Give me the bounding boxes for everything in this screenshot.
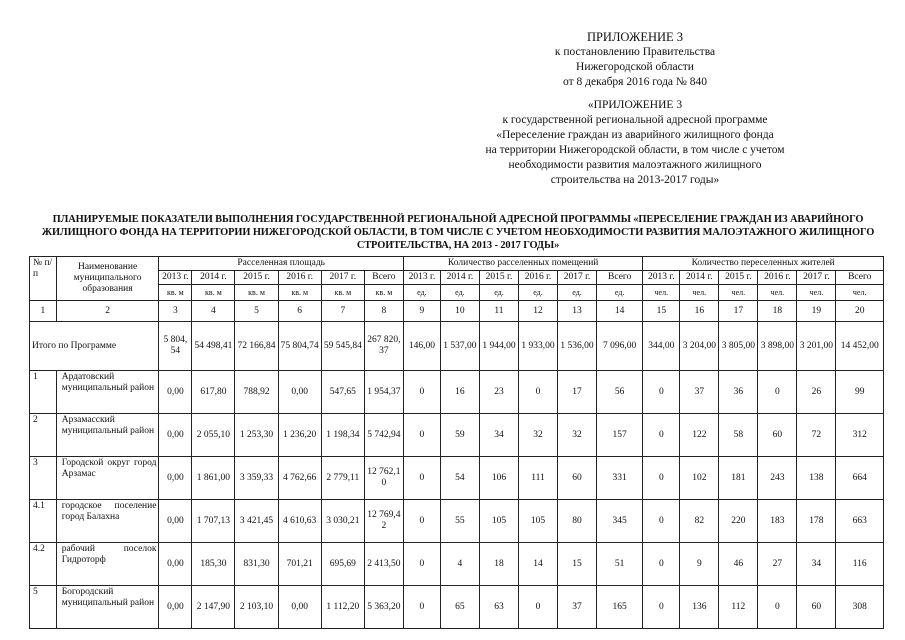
row-index: 5	[30, 586, 57, 629]
table-cell: 220	[719, 500, 758, 543]
column-number: 2	[56, 301, 159, 322]
table-cell: 0,00	[159, 586, 192, 629]
table-cell: 2 055,10	[192, 414, 235, 457]
column-number: 11	[479, 301, 518, 322]
table-cell: 3 030,21	[321, 500, 364, 543]
year-header: 2017 г.	[321, 271, 364, 285]
appendix-quote-line: «ПРИЛОЖЕНИЕ 3	[587, 99, 683, 111]
unit-cell: ед.	[479, 285, 518, 301]
table-cell: 111	[518, 457, 557, 500]
table-cell: 122	[680, 414, 719, 457]
table-cell: 0,00	[159, 500, 192, 543]
column-number: 16	[680, 301, 719, 322]
table-cell: 2 413,50	[364, 543, 403, 586]
year-header: Всего	[597, 271, 643, 285]
table-cell: 547,65	[321, 371, 364, 414]
unit-cell: ед.	[403, 285, 440, 301]
table-cell: 0,00	[278, 371, 321, 414]
appendix-quote-line: на территории Нижегородской области, в том числе с учетом	[485, 144, 785, 156]
total-cell: 146,00	[403, 322, 440, 371]
table-cell: 331	[597, 457, 643, 500]
appendix-quote-line: необходимости развития малоэтажного жилищного	[508, 159, 762, 171]
table-cell: 0	[403, 414, 440, 457]
table-cell: 17	[558, 371, 597, 414]
column-number: 4	[192, 301, 235, 322]
total-row	[30, 322, 884, 371]
table-cell: 37	[680, 371, 719, 414]
unit-cell: ед.	[597, 285, 643, 301]
table-cell: 0	[643, 543, 680, 586]
unit-cell: чел.	[680, 285, 719, 301]
col-num-header: № п/п	[30, 257, 57, 301]
table-cell: 3 359,33	[235, 457, 278, 500]
table-row	[30, 500, 884, 543]
table-cell: 1 253,30	[235, 414, 278, 457]
year-header: 2013 г.	[403, 271, 440, 285]
table-cell: 15	[558, 543, 597, 586]
row-index: 3	[30, 457, 57, 500]
table-cell: 99	[836, 371, 884, 414]
table-cell: 185,30	[192, 543, 235, 586]
table-cell: 0	[403, 371, 440, 414]
table-cell: 183	[758, 500, 797, 543]
document-title: ПЛАНИРУЕМЫЕ ПОКАЗАТЕЛИ ВЫПОЛНЕНИЯ ГОСУДАРСТВЕННОЙ РЕГИОНАЛЬНОЙ АДРЕСНОЙ ПРОГРАММЫ «ПЕРЕСЕЛЕНИЕ ГРАЖДАН ИЗ АВАРИЙНОГО ЖИЛИЩНОГО ФОНДА НА ТЕРРИТОРИИ НИЖЕГОРОДСКОЙ ОБЛАСТИ, В ТОМ ЧИСЛЕ С УЧЕТОМ НЕОБХОДИМОСТИ РАЗВИТИЯ МАЛОЭТАЖНОГО ЖИЛИЩНОГО СТРОИТЕЛЬСТВА, НА 2013 - 2017 ГОДЫ»	[41, 214, 875, 251]
table-cell: 32	[518, 414, 557, 457]
total-cell: 344,00	[643, 322, 680, 371]
appendix-line: Нижегородской области	[576, 61, 694, 73]
table-cell: 23	[479, 371, 518, 414]
total-cell: 3 201,00	[797, 322, 836, 371]
table-cell: 165	[597, 586, 643, 629]
table-cell: 617,80	[192, 371, 235, 414]
unit-cell: чел.	[758, 285, 797, 301]
table-cell: 18	[479, 543, 518, 586]
table-cell: 695,69	[321, 543, 364, 586]
table-cell: 72	[797, 414, 836, 457]
unit-cell: чел.	[797, 285, 836, 301]
year-header: Всего	[364, 271, 403, 285]
table-row	[30, 414, 884, 457]
table-cell: 32	[558, 414, 597, 457]
table-cell: 112	[719, 586, 758, 629]
table-cell: 0	[758, 586, 797, 629]
column-number: 9	[403, 301, 440, 322]
table-cell: 136	[680, 586, 719, 629]
column-number-row	[30, 301, 884, 322]
total-cell: 5 804,54	[159, 322, 192, 371]
year-header: 2017 г.	[558, 271, 597, 285]
year-header: 2014 г.	[440, 271, 479, 285]
column-number: 13	[558, 301, 597, 322]
unit-cell: ед.	[518, 285, 557, 301]
appendix-quote-line: к государственной региональной адресной программе	[502, 114, 768, 126]
year-header: 2016 г.	[758, 271, 797, 285]
year-header: 2015 г.	[719, 271, 758, 285]
municipality-name: Ардатовский муниципальный район	[56, 371, 159, 414]
table-cell: 34	[797, 543, 836, 586]
municipality-name: Богородский муниципальный район	[56, 586, 159, 629]
unit-cell: кв. м	[364, 285, 403, 301]
appendix-line: ПРИЛОЖЕНИЕ 3	[586, 30, 684, 44]
table-cell: 0	[643, 500, 680, 543]
column-number: 7	[321, 301, 364, 322]
table-cell: 664	[836, 457, 884, 500]
table-row	[30, 543, 884, 586]
appendix-quote-line: «Переселение граждан из аварийного жилищного фонда	[496, 129, 774, 141]
table-cell: 0	[643, 371, 680, 414]
table-cell: 0	[403, 586, 440, 629]
column-number: 5	[235, 301, 278, 322]
table-cell: 5 363,20	[364, 586, 403, 629]
table-cell: 0	[403, 543, 440, 586]
column-number: 1	[30, 301, 57, 322]
table-cell: 51	[597, 543, 643, 586]
table-cell: 2 147,90	[192, 586, 235, 629]
table-cell: 5 742,94	[364, 414, 403, 457]
total-cell: 267 820,37	[364, 322, 403, 371]
table-row	[30, 457, 884, 500]
table-cell: 178	[797, 500, 836, 543]
table-cell: 831,30	[235, 543, 278, 586]
total-cell: 75 804,74	[278, 322, 321, 371]
row-index: 1	[30, 371, 57, 414]
table-cell: 345	[597, 500, 643, 543]
total-cell: 3 805,00	[719, 322, 758, 371]
total-cell: 1 536,00	[558, 322, 597, 371]
table-cell: 0	[643, 457, 680, 500]
table-cell: 26	[797, 371, 836, 414]
table-cell: 0	[518, 586, 557, 629]
municipality-name: Арзамасский муниципальный район	[56, 414, 159, 457]
table-cell: 46	[719, 543, 758, 586]
table-cell: 54	[440, 457, 479, 500]
year-header: 2013 г.	[643, 271, 680, 285]
year-header: 2014 г.	[192, 271, 235, 285]
table-cell: 4 762,66	[278, 457, 321, 500]
table-cell: 0	[758, 371, 797, 414]
table-cell: 4	[440, 543, 479, 586]
table-cell: 106	[479, 457, 518, 500]
year-header: 2015 г.	[479, 271, 518, 285]
year-header: 2016 г.	[278, 271, 321, 285]
table-cell: 1 112,20	[321, 586, 364, 629]
column-number: 19	[797, 301, 836, 322]
table-cell: 308	[836, 586, 884, 629]
table-cell: 60	[758, 414, 797, 457]
table-cell: 4 610,63	[278, 500, 321, 543]
header-row-groups	[30, 257, 884, 271]
appendix-line: от 8 декабря 2016 года № 840	[562, 76, 707, 88]
table-cell: 12 769,42	[364, 500, 403, 543]
total-cell: 54 498,41	[192, 322, 235, 371]
table-cell: 1 236,20	[278, 414, 321, 457]
table-cell: 0,00	[159, 414, 192, 457]
table-cell: 0	[403, 457, 440, 500]
column-number: 14	[597, 301, 643, 322]
group-area-header: Расселенная площадь	[159, 257, 403, 271]
year-header: 2015 г.	[235, 271, 278, 285]
row-index: 4.1	[30, 500, 57, 543]
table-cell: 0,00	[159, 457, 192, 500]
table-cell: 1 954,37	[364, 371, 403, 414]
total-cell: 1 933,00	[518, 322, 557, 371]
table-cell: 60	[558, 457, 597, 500]
table-cell: 0,00	[159, 543, 192, 586]
col-name-header: Наименование муниципального образования	[56, 257, 159, 301]
table-cell: 102	[680, 457, 719, 500]
unit-cell: чел.	[643, 285, 680, 301]
table-cell: 157	[597, 414, 643, 457]
table-cell: 63	[479, 586, 518, 629]
unit-cell: чел.	[719, 285, 758, 301]
indicators-table	[29, 256, 884, 629]
unit-cell: чел.	[836, 285, 884, 301]
column-number: 20	[836, 301, 884, 322]
table-cell: 0	[643, 586, 680, 629]
group-rooms-header: Количество расселенных помещений	[403, 257, 642, 271]
unit-cell: ед.	[558, 285, 597, 301]
column-number: 3	[159, 301, 192, 322]
table-cell: 663	[836, 500, 884, 543]
table-cell: 312	[836, 414, 884, 457]
column-number: 10	[440, 301, 479, 322]
table-cell: 27	[758, 543, 797, 586]
table-cell: 55	[440, 500, 479, 543]
total-cell: 7 096,00	[597, 322, 643, 371]
group-people-header: Количество переселенных жителей	[643, 257, 884, 271]
table-cell: 2 779,11	[321, 457, 364, 500]
year-header: 2016 г.	[518, 271, 557, 285]
year-header: 2017 г.	[797, 271, 836, 285]
table-cell: 14	[518, 543, 557, 586]
table-cell: 36	[719, 371, 758, 414]
row-index: 2	[30, 414, 57, 457]
table-cell: 138	[797, 457, 836, 500]
table-cell: 116	[836, 543, 884, 586]
table-cell: 58	[719, 414, 758, 457]
table-cell: 34	[479, 414, 518, 457]
unit-cell: кв. м	[159, 285, 192, 301]
total-cell: 72 166,84	[235, 322, 278, 371]
municipality-name: рабочий поселок Гидроторф	[56, 543, 159, 586]
row-index: 4.2	[30, 543, 57, 586]
year-header: Всего	[836, 271, 884, 285]
column-number: 6	[278, 301, 321, 322]
unit-cell: кв. м	[192, 285, 235, 301]
total-label: Итого по Программе	[30, 322, 159, 371]
table-cell: 80	[558, 500, 597, 543]
table-cell: 65	[440, 586, 479, 629]
appendix-quote-line: строительства на 2013-2017 годы»	[550, 174, 720, 186]
column-number: 12	[518, 301, 557, 322]
total-cell: 3 204,00	[680, 322, 719, 371]
appendix-quote-header	[470, 98, 800, 188]
table-cell: 3 421,45	[235, 500, 278, 543]
total-cell: 59 545,84	[321, 322, 364, 371]
table-cell: 181	[719, 457, 758, 500]
table-cell: 0	[518, 371, 557, 414]
table-cell: 788,92	[235, 371, 278, 414]
column-number: 18	[758, 301, 797, 322]
year-header: 2013 г.	[159, 271, 192, 285]
table-cell: 9	[680, 543, 719, 586]
table-cell: 82	[680, 500, 719, 543]
table-cell: 105	[479, 500, 518, 543]
table-cell: 0,00	[278, 586, 321, 629]
unit-cell: кв. м	[278, 285, 321, 301]
table-cell: 0	[403, 500, 440, 543]
column-number: 17	[719, 301, 758, 322]
table-cell: 60	[797, 586, 836, 629]
appendix-line: к постановлению Правительства	[554, 46, 716, 58]
municipality-name: городское поселение город Балахна	[56, 500, 159, 543]
total-cell: 14 452,00	[836, 322, 884, 371]
table-cell: 701,21	[278, 543, 321, 586]
table-row	[30, 586, 884, 629]
table-cell: 56	[597, 371, 643, 414]
municipality-name: Городской округ город Арзамас	[56, 457, 159, 500]
table-cell: 243	[758, 457, 797, 500]
table-cell: 1 198,34	[321, 414, 364, 457]
column-number: 15	[643, 301, 680, 322]
table-cell: 59	[440, 414, 479, 457]
table-cell: 1 707,13	[192, 500, 235, 543]
table-cell: 0,00	[159, 371, 192, 414]
table-cell: 0	[643, 414, 680, 457]
table-cell: 37	[558, 586, 597, 629]
appendix-header	[470, 30, 800, 90]
unit-cell: кв. м	[235, 285, 278, 301]
table-cell: 16	[440, 371, 479, 414]
column-number: 8	[364, 301, 403, 322]
table-cell: 105	[518, 500, 557, 543]
total-cell: 1 537,00	[440, 322, 479, 371]
year-header: 2014 г.	[680, 271, 719, 285]
table-cell: 2 103,10	[235, 586, 278, 629]
unit-cell: ед.	[440, 285, 479, 301]
unit-cell: кв. м	[321, 285, 364, 301]
table-row	[30, 371, 884, 414]
total-cell: 1 944,00	[479, 322, 518, 371]
table-cell: 1 861,00	[192, 457, 235, 500]
table-cell: 12 762,10	[364, 457, 403, 500]
total-cell: 3 898,00	[758, 322, 797, 371]
